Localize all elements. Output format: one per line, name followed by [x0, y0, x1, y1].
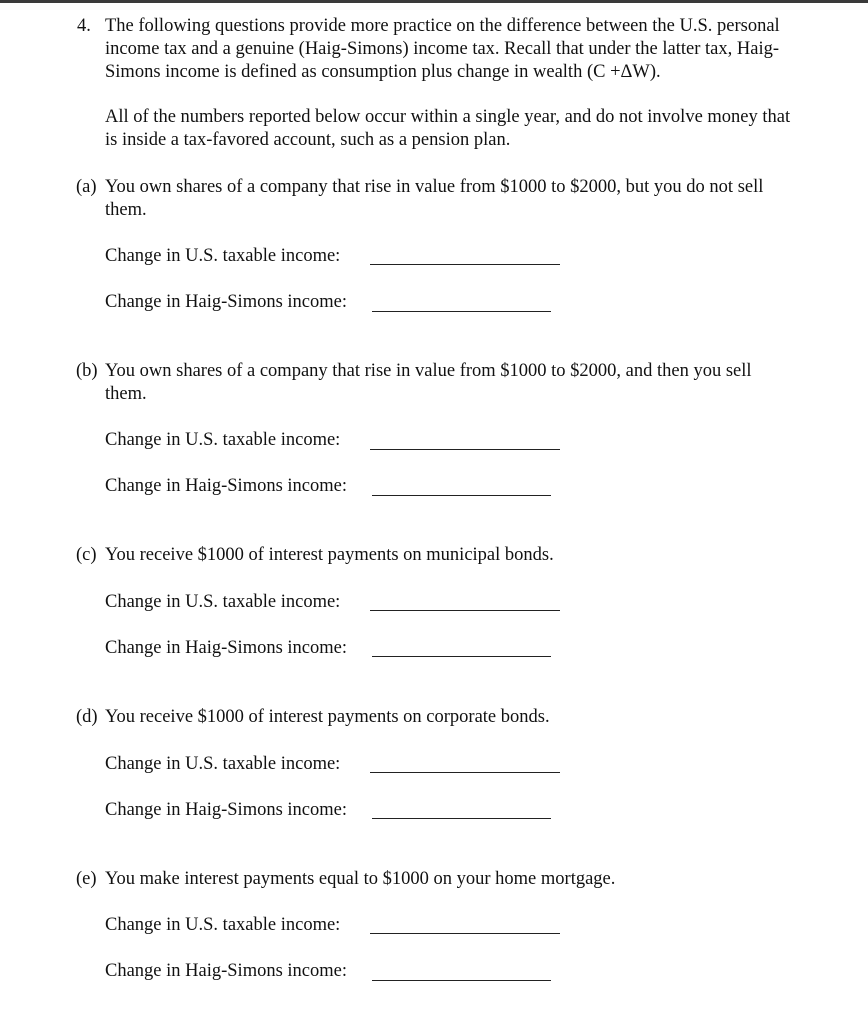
part-b-text: You own shares of a company that rise in value from $1000 to $2000, and then you sell: [105, 361, 752, 381]
part-c-label: (c): [76, 545, 97, 565]
part-c-text: You receive $1000 of interest payments on municipal bonds.: [105, 545, 554, 565]
part-d-us-answer-blank[interactable]: [370, 772, 560, 773]
part-c-us-answer-blank[interactable]: [370, 610, 560, 611]
part-a-hs-label: Change in Haig-Simons income:: [105, 292, 348, 312]
question-intro-line: The following questions provide more practice on the difference between the U.S. personal: [105, 16, 780, 36]
part-a-us-answer-blank[interactable]: [370, 264, 560, 265]
question-intro-line: Simons income is defined as consumption plus change in wealth (C +ΔW).: [105, 62, 661, 82]
part-b-label: (b): [76, 361, 98, 381]
question-intro-line: income tax and a genuine (Haig-Simons) income tax. Recall that under the latter tax, Haig-: [105, 39, 779, 59]
part-d-hs-label: Change in Haig-Simons income:: [105, 800, 348, 820]
part-d-hs-answer-blank[interactable]: [372, 818, 551, 819]
question-number: 4.: [77, 16, 91, 36]
part-d-us-label: Change in U.S. taxable income:: [105, 754, 341, 774]
part-e-hs-answer-blank[interactable]: [372, 980, 551, 981]
part-e-text: You make interest payments equal to $1000 on your home mortgage.: [105, 869, 616, 889]
part-a-us-label: Change in U.S. taxable income:: [105, 246, 341, 266]
part-b-hs-label: Change in Haig-Simons income:: [105, 476, 348, 496]
part-e-hs-label: Change in Haig-Simons income:: [105, 961, 348, 981]
part-e-us-label: Change in U.S. taxable income:: [105, 915, 341, 935]
part-b-us-answer-blank[interactable]: [370, 449, 560, 450]
part-b-hs-answer-blank[interactable]: [372, 495, 551, 496]
part-a-hs-answer-blank[interactable]: [372, 311, 551, 312]
part-e-label: (e): [76, 869, 97, 889]
question-note-line: All of the numbers reported below occur within a single year, and do not involve money that: [105, 107, 791, 127]
part-a-label: (a): [76, 177, 97, 197]
part-b-text: them.: [105, 384, 147, 404]
part-d-text: You receive $1000 of interest payments on corporate bonds.: [105, 707, 550, 727]
part-c-hs-label: Change in Haig-Simons income:: [105, 638, 348, 658]
part-b-us-label: Change in U.S. taxable income:: [105, 430, 341, 450]
question-note-line: is inside a tax-favored account, such as a pension plan.: [105, 130, 511, 150]
part-c-hs-answer-blank[interactable]: [372, 656, 551, 657]
part-d-label: (d): [76, 707, 98, 727]
part-a-text: You own shares of a company that rise in value from $1000 to $2000, but you do not sell: [105, 177, 764, 197]
part-c-us-label: Change in U.S. taxable income:: [105, 592, 341, 612]
part-e-us-answer-blank[interactable]: [370, 933, 560, 934]
part-a-text: them.: [105, 200, 147, 220]
